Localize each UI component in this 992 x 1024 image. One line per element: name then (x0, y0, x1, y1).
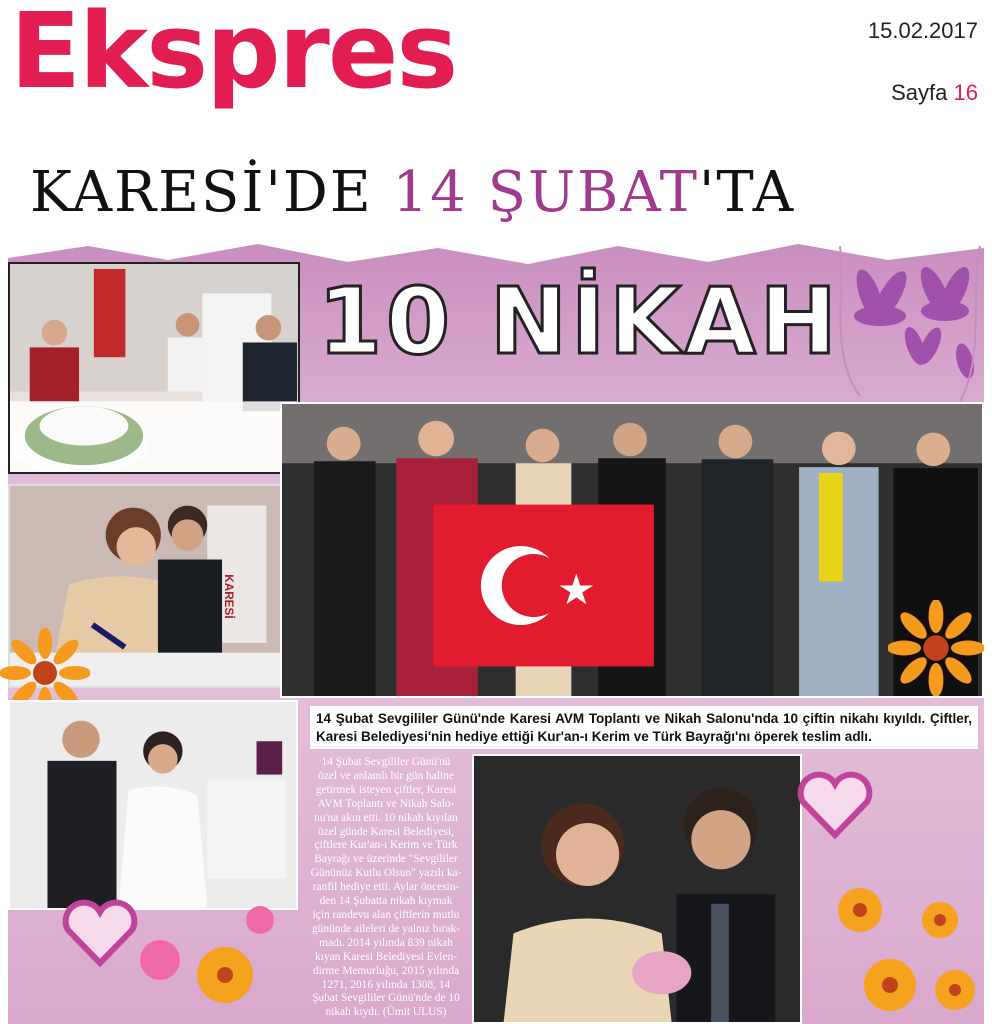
photo-couple-closeup (472, 754, 802, 1024)
photo-official-ceremony (8, 262, 300, 474)
article-body (300, 756, 472, 1020)
article-body-line: nikah kıydı. (Ümit ULUS) (325, 1006, 447, 1019)
photo-couple-certificate (8, 700, 298, 910)
heart-decoration-left (60, 898, 140, 968)
article-body-line: çiftlere Kur'an-ı Kerim ve Türk (314, 839, 458, 852)
headline-line2: 10 NİKAH (318, 268, 841, 375)
photo2-sign: KARESİ (221, 574, 236, 619)
article-body-line: gününde aileleri de yalnız bırak- (311, 922, 461, 935)
article-body-line: Bayrağı ve üzerinde "Sevgililer (314, 853, 458, 866)
article-body-line: getirmek isteyen çiftler, Karesi (315, 783, 457, 796)
headline-line1 (30, 160, 970, 225)
issue-date: 15.02.2017 (867, 18, 978, 43)
page-number: 16 (953, 80, 978, 105)
page-label: Sayfa (891, 80, 948, 105)
article-body-line: AVM Toplantı ve Nikah Salo- (317, 797, 455, 810)
article-body-line: nu'na akın etti. 10 nikah kıyılan (314, 811, 458, 824)
photo-official-ceremony-image (10, 264, 298, 472)
article-body-line: den 14 Şubatta nikah kıymak (319, 895, 453, 908)
article-body-line: kıyan Karesi Belediyesi Evlen- (314, 950, 458, 963)
photo-group-with-flag-image (282, 404, 982, 696)
article-body-line: dirme Memurluğu, 2015 yılında (312, 964, 460, 977)
photo-group-with-flag (280, 402, 984, 698)
article-body-line: ranfil hediye etti. Aylar öncesin- (312, 881, 460, 894)
orange-daisy-decoration-right (888, 600, 984, 696)
headline-part3: 'TA (699, 160, 796, 225)
photo-couple-closeup-image (474, 756, 800, 1022)
heart-decoration (795, 770, 875, 840)
article-body-line: Gününüz Kutlu Olsun" yazılı ka- (310, 867, 462, 880)
article-body-line: için randevu alan çiftlerin mutlu (312, 908, 460, 921)
article-body-line: özel günde Karesi Belediyesi, (317, 825, 454, 838)
article-body-line: 14 Şubat Sevgililer Günü'nü (321, 756, 451, 768)
flower-cluster-decoration (820, 870, 980, 1024)
article-body-line: madı. 2014 yılında 839 nikah (319, 936, 453, 949)
headline-part2: 14 ŞUBAT (392, 160, 700, 225)
article-body-line: özel ve anlamlı bir gün haline (318, 769, 454, 782)
masthead-brand: Ekspres (10, 0, 457, 112)
purple-flower-decoration (820, 236, 990, 406)
article-body-line: Şubat Sevgililer Günü'nde de 10 (312, 992, 460, 1005)
article-body-line: 1271, 2016 yılında 1308, 14 (321, 978, 451, 991)
photo-couple-certificate-image (10, 702, 296, 908)
flower-cluster-decoration-left (130, 900, 300, 1024)
headline-part1: KARESİ'DE (30, 160, 393, 225)
photo-caption: 14 Şubat Sevgililer Günü'nde Karesi AVM Toplantı ve Nikah Salonu'nda 10 çiftin nikahı kıyıldı. Çiftler, Karesi Belediyesi'nin hediye ettiği Kur'an-ı Kerim ve Türk Bayrağı'nı öperek teslim adlı. (310, 706, 978, 749)
page-indicator (891, 80, 978, 106)
